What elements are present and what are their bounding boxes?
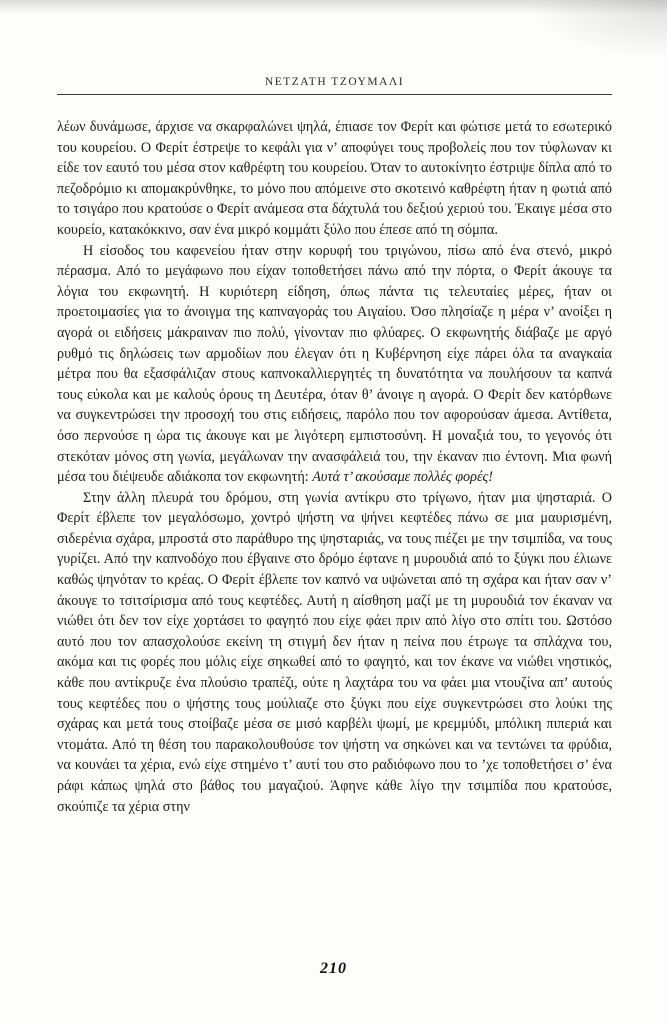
paragraph-text: Η είσοδος του καφενείου ήταν στην κορυφή του τριγώνου, πίσω από ένα στενό, μικρό πέρασμα. Από το μεγάφωνο που είχαν τοποθετήσει πάνω από την πόρτα, ο Φερίτ άκουγε τα λόγια του εκφωνητή. Η κυριότερη είδηση, όπως πάντα τις τελευταίες μέρες, ήταν οι προετοιμασίες για το άνοιγμα της καπναγοράς του Αιγαίου. Όσο πλησίαζε η μέρα ν’ ανοίξει η αγορά οι ειδήσεις μάκραιναν πιο πολύ, γίνονταν πιο φλύαρες. Ο εκφωνητής διάβαζε με αργό ρυθμό τις δηλώσεις των αρμοδίων που έλεγαν ότι η Κυβέρνηση είχε πάρει όλα τα αναγκαία μέτρα που θα εξασφάλιζαν στους καπνοκαλλιεργητές τη δυνατότητα να πουλήσουν τα καπνά τους εύκολα και με καλούς όρους τη Δευτέρα, όταν θ’ άνοιγε η αγορά. Ο Φερίτ δεν κατόρθωνε να συγκεντρώσει την προσοχή του στις ειδήσεις, παρόλο που τον αφορούσαν άμεσα. Αντίθετα, όσο περνούσε η ώρα τις άκουγε και με λιγότερη εμπιστοσύνη. Η μοναξιά του, το γεγονός ότι στεκόταν μόνος στη γωνία, μεγάλωναν την ανασφάλειά του, την έκαναν πιο έντονη. Μια φωνή μέσα του διέψευδε αδιάκοπα τον εκφωνητή: <box>57 242 612 486</box>
paragraph <box>57 117 612 241</box>
page-curl-shadow <box>527 0 667 60</box>
header-rule <box>57 94 612 95</box>
paragraph <box>57 241 612 488</box>
scan-top-shade <box>0 0 667 14</box>
running-header-title: ΝΕΤΖΑΤΗ ΤΖΟΥΜΑΛΙ <box>264 76 405 88</box>
paragraph-text: Στην άλλη πλευρά του δρόμου, στη γωνία αντίκρυ στο τρίγωνο, ήταν μια ψησταριά. Ο Φερίτ έβλεπε τον μεγαλόσωμο, χοντρό ψήστη να ψήνει κεφτέδες πάνω σε μια μαυρισμένη, σιδερένια σχάρα, μπροστά στο παράθυρο της ψησταριάς, να τους πιέζει με την τσιμπίδα, να τους γυρίζει. Από την καπνοδόχο που έβγαινε στο δρόμο έφτανε η μυρουδιά από το ξύγκι που έλιωνε καθώς ψηνόταν το κρέας. Ο Φερίτ έβλεπε τον καπνό να υψώνεται από τη σχάρα και ήταν σαν ν’ άκουγε το τσιτσίρισμα από τους κεφτέδες. Αυτή η αίσθηση μαζί με τη μυρουδιά τον έκαναν να νιώθει ότι δεν τον είχε χορτάσει το φαγητό που είχε φάει πριν από λίγο στο σπίτι του. Ωστόσο αυτό που τον απασχολούσε εκείνη τη στιγμή δεν ήταν η πείνα που έτρωγε τα σπλάχνα του, ακόμα και τις φορές που μόλις είχε σηκωθεί από το φαγητό, και τον έκανε να νιώθει νηστικός, κάθε που αντίκρυζε ένα πλούσιο τραπέζι, ούτε η λαχτάρα του να φάει μια ντουζίνα απ’ αυτούς τους κεφτέδες που ο ψήστης τους μούλιαζε στο ξύγκι που είχε συγκεντρώσει στο λούκι της σχάρας και μετά τους στοίβαζε μέσα σε μισό καρβέλι ψωμί, με κρεμμύδι, μπόλικη πιπεριά και ντομάτα. Από τη θέση του παρακολουθούσε τον ψήστη να σηκώνει και να τεντώνει τα φρύδια, να κουνάει τα χέρια, ενώ είχε στημένο τ’ αυτί του στο ραδιόφωνο που το ’χε τοποθετήσει σ’ ένα ράφι κάπως ψηλά στο βάθος του μαγαζιού. Άφηνε κάθε λίγο την τσιμπίδα που κρατούσε, σκούπιζε τα χέρια στην <box>57 489 612 815</box>
page-number: 210 <box>320 960 347 977</box>
italic-phrase: Αυτά τ’ ακούσαμε πολλές φορές! <box>312 469 494 486</box>
paragraph <box>57 488 612 818</box>
page-header <box>57 76 612 95</box>
body-text <box>57 117 612 817</box>
paragraph-text: λέων δυνάμωσε, άρχισε να σκαρφαλώνει ψηλά, έπιασε τον Φερίτ και φώτισε μετά το εσωτερικό του κουρείου. Ο Φερίτ έστρεψε το κεφάλι για ν’ αποφύγει τους προβολείς που τον τύφλωναν κι είδε τον εαυτό του μέσα στον καθρέφτη του κουρείου. Όταν το αυτοκίνητο έστριψε δίπλα από το πεζοδρόμιο κι απομακρύνθηκε, το μόνο που απόμεινε στο σκοτεινό καθρέφτη ήταν η φωτιά από το τσιγάρο που κρατούσε ο Φερίτ ανάμεσα στα δάχτυλά του δεξιού χεριού του. Έκαιγε μέσα στο κουρείο, κατακόκκινο, σαν ένα μικρό κομμάτι ξύλο που έπεσε από τη σόμπα. <box>57 119 612 238</box>
